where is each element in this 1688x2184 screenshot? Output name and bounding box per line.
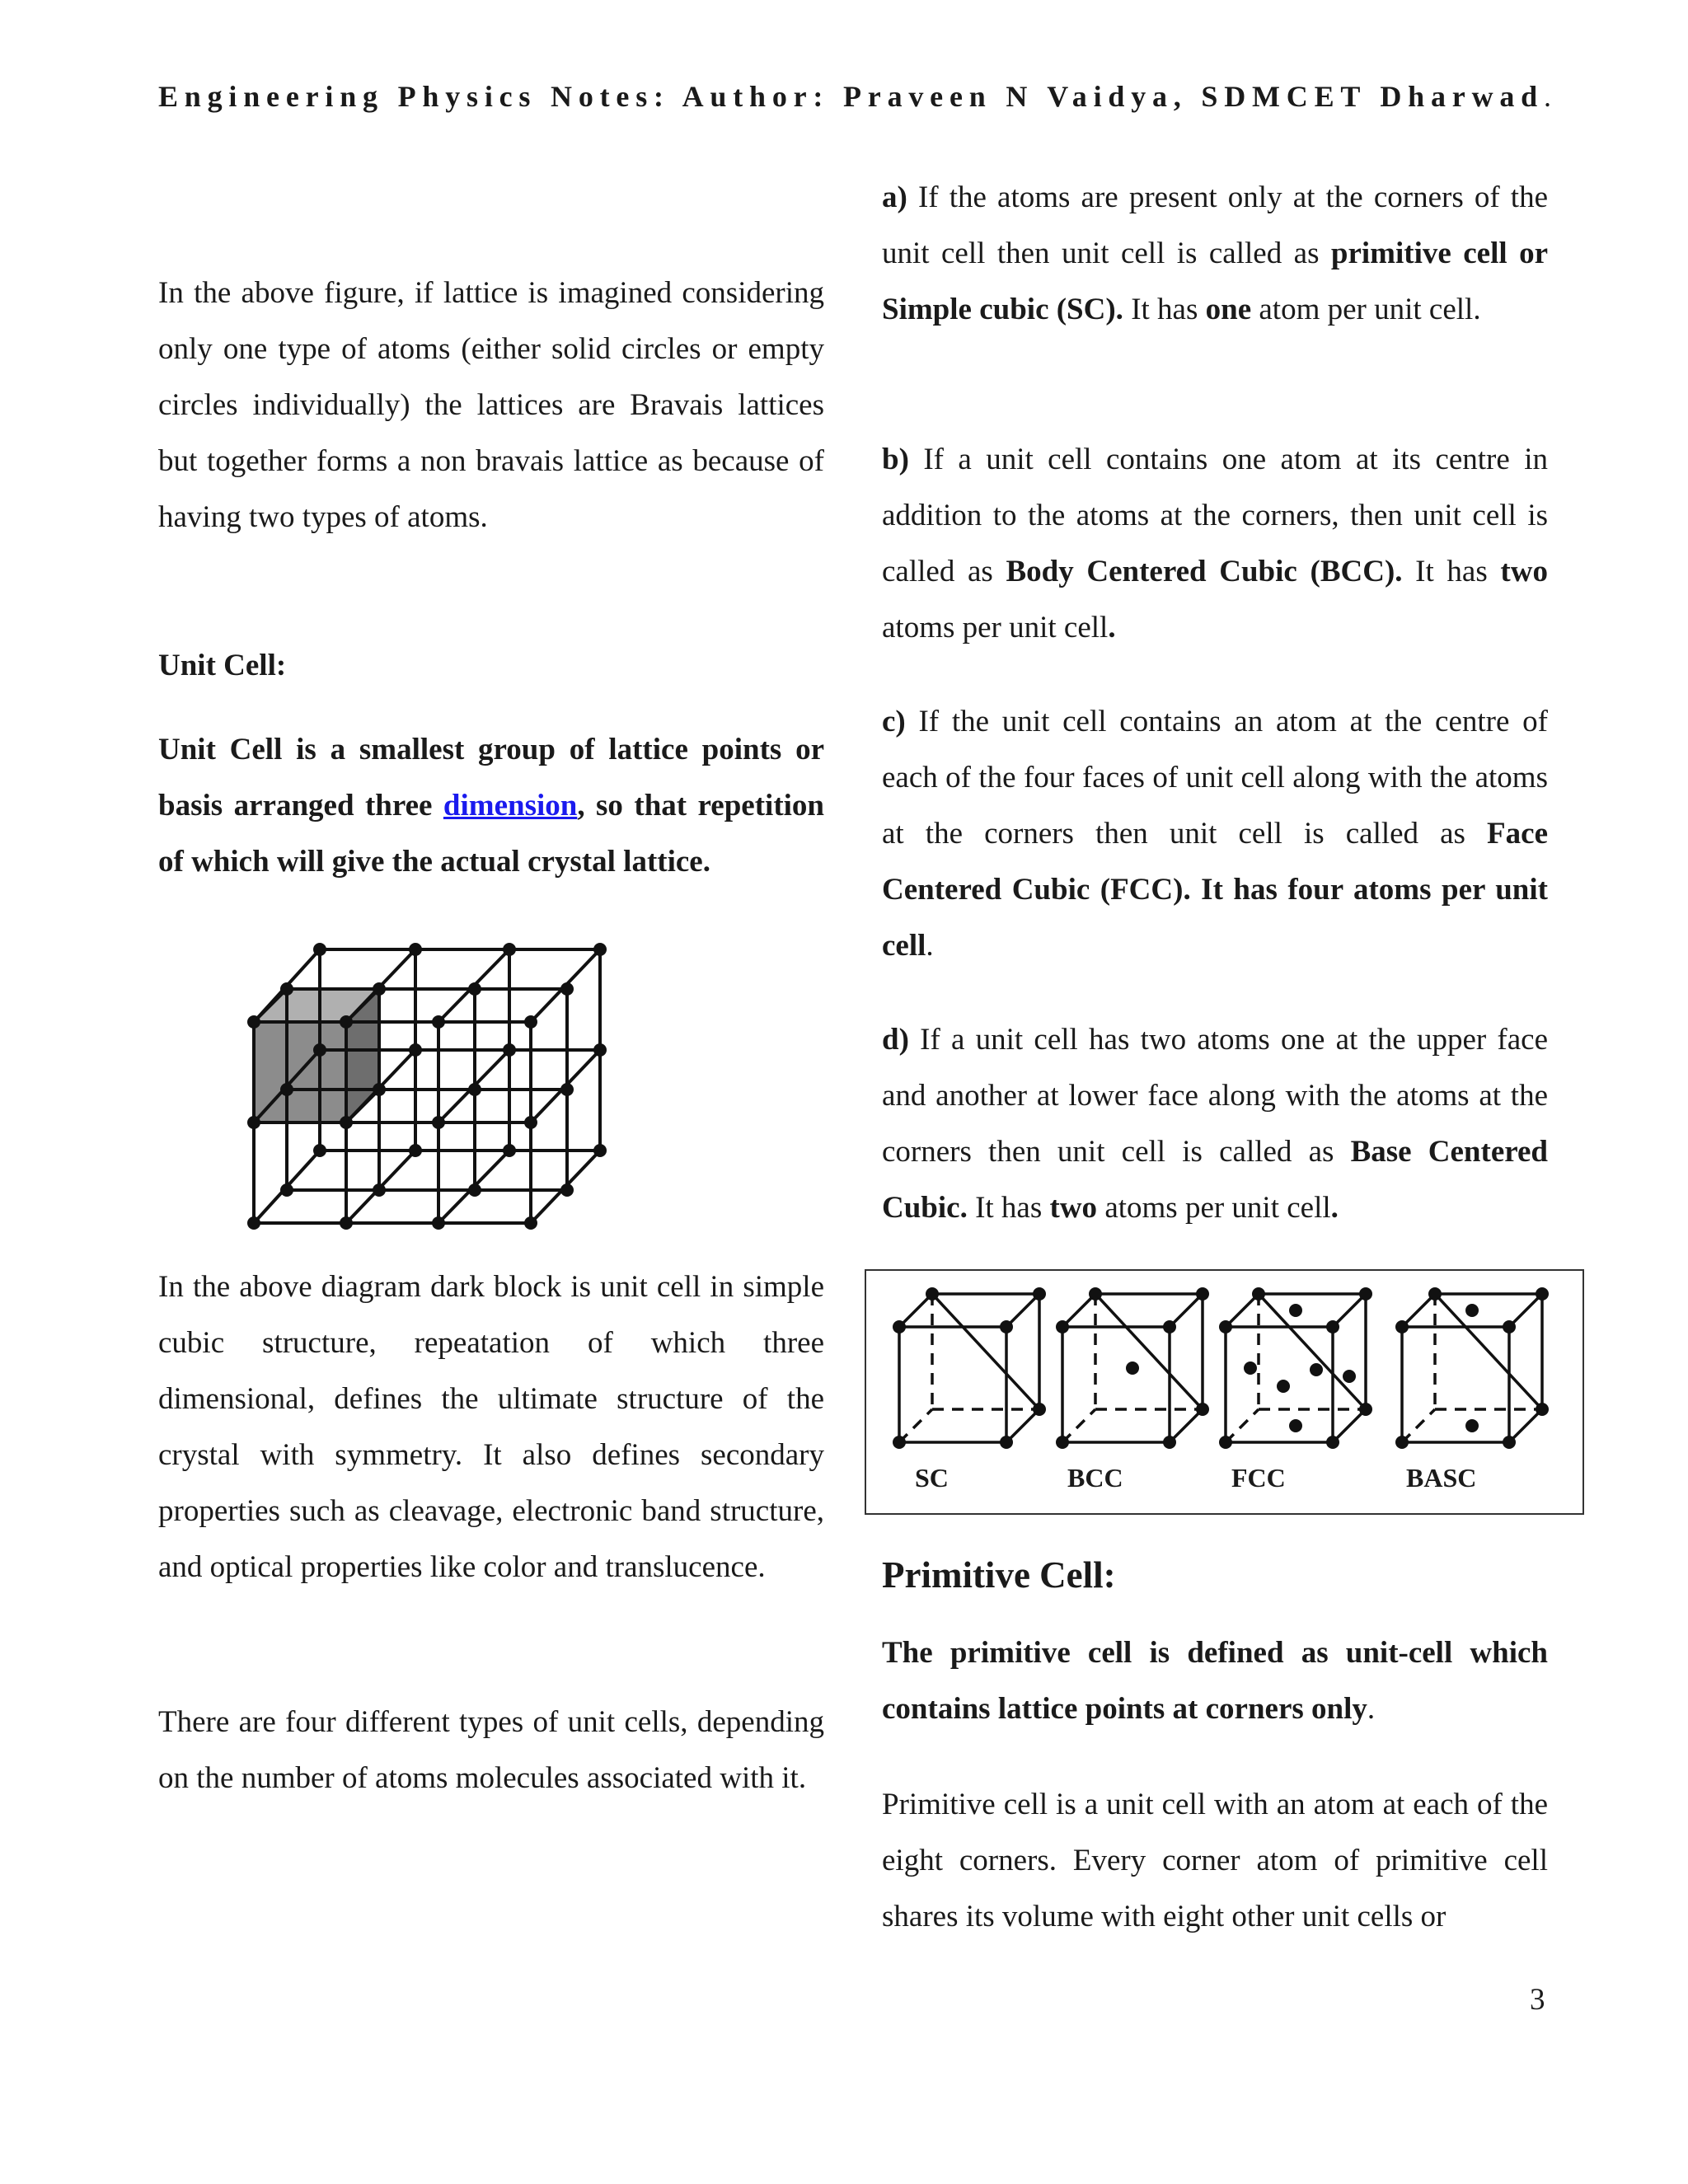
diagram-explanation: In the above diagram dark block is unit cell in simple cubic structure, repeatation of which three dimensional, defines the ultimate structure of the crystal with symmetry. It also defines secondary properties such as cleavage, electronic band structure, and optical properties like color and translucence. [158,1270,824,1584]
lattice-paragraph: In the above figure, if lattice is imagined considering only one type of atoms (either solid circles or empty circles individually) the lattices are Bravais lattices but together forms a non bravais lattice as because of having two types of atoms. [158,276,824,534]
page-header: Engineering Physics Notes: Author: Praveen N Vaidya, SDMCET Dharwad. [158,80,1558,113]
unit-cell-types-intro: There are four different types of unit cells, depending on the number of atoms molecules associated with it. [158,1705,824,1795]
primitive-cell-paragraph: Primitive cell is a unit cell with an atom at each of the eight corners. Every corner atom of primitive cell shares its volume with eight other unit cells or [882,1788,1548,1933]
label-basc: BASC [1406,1463,1477,1493]
label-fcc: FCC [1231,1463,1286,1493]
primitive-cell-definition: The primitive cell is defined as unit-cell which contains lattice points at corners only. [882,1636,1548,1726]
sc-paragraph: a) If the atoms are present only at the corners of the unit cell then unit cell is called as primitive cell or Simple cubic (SC). It has one atom per unit cell. [882,180,1548,326]
unit-cell-heading: Unit Cell: [158,649,287,682]
label-bcc: BCC [1067,1463,1123,1493]
bcc-paragraph: b) If a unit cell contains one atom at its centre in addition to the atoms at the corners, then unit cell is called as Body Centered Cubic (BCC). It has two atoms per unit cell. [882,443,1548,644]
page-number: 3 [1530,1983,1545,2017]
label-sc: SC [915,1463,949,1493]
unit-cell-types-drawing [865,1269,1584,1467]
dimension-link[interactable]: dimension [443,789,578,823]
lattice-diagram [239,940,635,1236]
fcc-paragraph: c) If the unit cell contains an atom at the centre of each of the four faces of unit cell along with the atoms at the corners then unit cell is called as Face Centered Cubic (FCC). It has four atoms per unit cell. [882,705,1548,963]
primitive-cell-heading: Primitive Cell: [882,1554,1116,1596]
base-centered-paragraph: d) If a unit cell has two atoms one at the upper face and another at lower face along with the atoms at the corners then unit cell is called as Base Centered Cubic. It has two atoms per unit cell. [882,1023,1549,1225]
unit-cell-definition: Unit Cell is a smallest group of lattice points or basis arranged three dimension, so that repetition of which will give the actual crystal lattice. [158,733,824,879]
